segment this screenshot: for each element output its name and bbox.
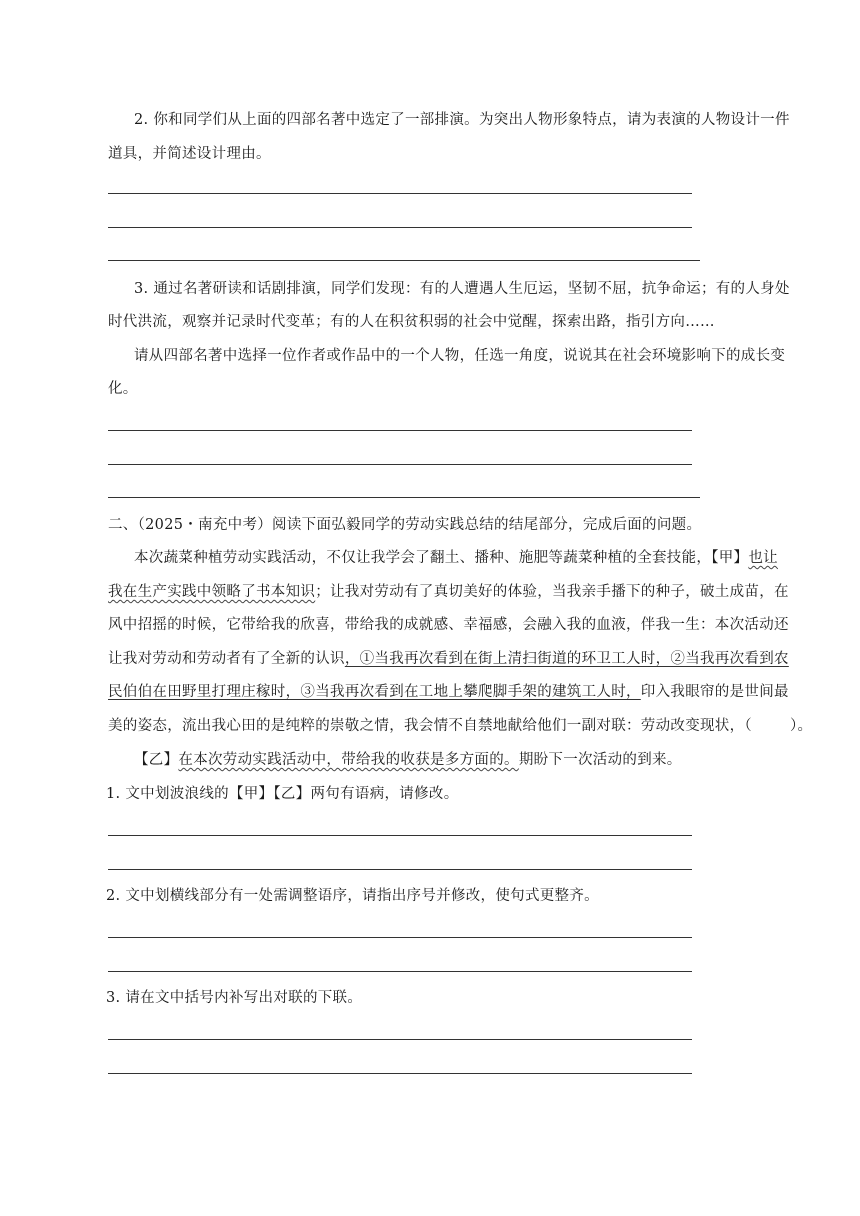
q1-3-line-4: 化。 [108,381,138,397]
passage-line-3: 风中招摇的时候，它带给我的欣喜，带给我的成就感、幸福感，会融入我的血液，伴我一生：本次活动还 [108,617,789,633]
passage-text: ）。 [789,718,813,734]
wavy-sentence-yi: 在本次劳动实践活动中，带给我的收获是多方面的。 [178,752,519,768]
passage-text: 本次蔬菜种植劳动实践活动，不仅让我学会了翻土、播种、施肥等蔬菜种植的全套技能， [134,550,712,566]
passage-line-7 [134,750,682,770]
passage-line-5 [108,682,789,702]
answer-line[interactable] [108,260,700,261]
passage-line-6 [108,716,812,736]
underlined-sentence: ，①当我再次看到在街上清扫街道的环卫工人时，②当我再次看到农 [344,651,789,667]
q1-2-line-1: 2. 你和同学们从上面的四部名著中选定了一部排演。为突出人物形象特点，请为表演的人物设计一件 [134,112,790,128]
q1-2-line-2: 道具，并简述设计理由。 [108,146,271,162]
answer-line[interactable] [108,193,692,194]
answer-line[interactable] [108,430,692,431]
underlined-sentence: 民伯伯在田野里打理庄稼时，③当我再次看到在工地上攀爬脚手架的建筑工人时， [108,684,641,700]
passage-line-2 [108,582,789,602]
wavy-sentence-jia: 我在生产实践中领略了书本知识 [108,584,316,600]
marker-jia: 【甲】 [711,550,749,566]
answer-line[interactable] [108,971,692,972]
q1-3-line-2: 时代洪流，观察并记录时代变革；有的人在积贫积弱的社会中觉醒，探索出路，指引方向…… [108,314,715,330]
q1-3-line-1: 3. 通过名著研读和话剧排演，同学们发现：有的人遭遇人生厄运，坚韧不屈，抗争命运；有的人身处 [134,281,790,297]
passage-line-4 [108,649,789,669]
passage-text: 期盼下一次活动的到来。 [518,752,682,768]
passage-line-1 [134,548,778,568]
answer-line[interactable] [108,1039,692,1040]
answer-line[interactable] [108,835,692,836]
answer-line[interactable] [108,464,692,465]
wavy-sentence-jia: 也让 [748,550,778,566]
answer-line[interactable] [108,937,692,938]
section-heading: 二、（2025・南充中考）阅读下面弘毅同学的劳动实践总结的结尾部分，完成后面的问题。 [108,517,702,533]
answer-line[interactable] [108,497,700,498]
question-3: 3. 请在文中括号内补写出对联的下联。 [106,990,363,1006]
answer-line[interactable] [108,869,692,870]
answer-line[interactable] [108,1073,692,1074]
passage-text: 美的姿态，流出我心田的是纯粹的崇敬之情，我会情不自禁地献给他们一副对联：劳动改变现状，（ [108,718,752,734]
passage-text: 印入我眼帘的是世间最 [640,684,789,700]
q1-3-line-3: 请从四部名著中选择一位作者或作品中的一个人物，任选一角度，说说其在社会环境影响下的成长变 [134,348,786,364]
question-2: 2. 文中划横线部分有一处需调整语序，请指出序号并修改，使句式更整齐。 [106,888,599,904]
passage-text: ；让我对劳动有了真切美好的体验，当我亲手播下的种子，破土成苗，在 [315,584,789,600]
answer-line[interactable] [108,227,692,228]
question-1: 1. 文中划波浪线的【甲】【乙】两句有语病，请修改。 [106,786,459,802]
passage-text: 让我对劳动和劳动者有了全新的认识 [108,651,345,667]
marker-yi: 【乙】 [134,752,179,768]
